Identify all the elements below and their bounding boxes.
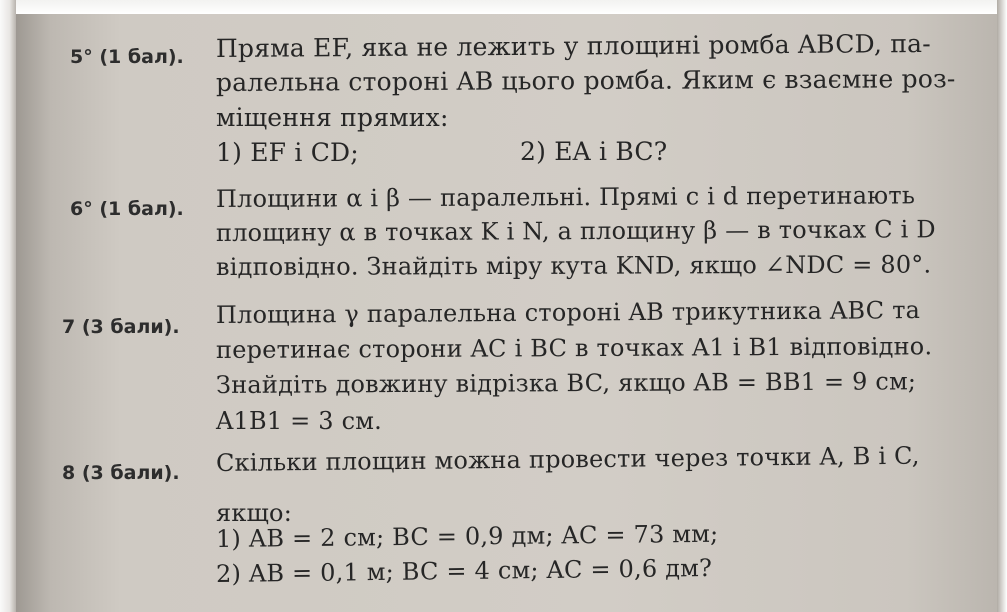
task-8-label: 8 (3 бали). bbox=[62, 462, 180, 484]
task-5-label: 5° (1 бал). bbox=[70, 46, 184, 68]
task-5-option-1: 1) EF і CD; bbox=[216, 138, 359, 167]
screen-right-edge bbox=[997, 0, 1007, 612]
task-5-option-2: 2) EA і BC? bbox=[520, 137, 668, 166]
task-8-option-2: 2) AB = 0,1 м; BC = 4 см; AC = 0,6 дм? bbox=[215, 553, 713, 588]
task-6-line-2: площину α в точках K і N, а площину β — в точках C і D bbox=[215, 215, 936, 247]
task-7-line-1: Площина γ паралельна стороні AB трикутника ABC та bbox=[215, 296, 921, 329]
task-5-line-3: міщення прямих: bbox=[216, 103, 449, 132]
task-7-label: 7 (3 бали). bbox=[62, 316, 180, 338]
task-8-line-2: якщо: bbox=[216, 499, 292, 527]
task-7-line-2: перетинає сторони AC і BC в точках A1 і B1 відповідно. bbox=[215, 332, 933, 364]
task-6-label: 6° (1 бал). bbox=[70, 198, 184, 220]
task-8-line-1: Скільки площин можна провести через точки A, B і C, bbox=[215, 441, 920, 477]
screen-top-edge bbox=[0, 0, 1007, 14]
task-7-line-3: Знайдіть довжину відрізка BC, якщо AB = BB1 = 9 см; bbox=[215, 367, 917, 399]
task-5-line-1: Пряма EF, яка не лежить у площині ромба ABCD, па- bbox=[215, 29, 931, 63]
task-6-line-3: відповідно. Знайдіть міру кута KND, якщо ∠NDC = 80°. bbox=[215, 250, 932, 281]
task-5-line-2: ралельна стороні AB цього ромба. Яким є взаємне роз- bbox=[215, 64, 956, 97]
task-6-line-1: Площини α і β — паралельні. Прямі c і d перетинають bbox=[215, 181, 916, 213]
screen-left-edge bbox=[0, 0, 16, 612]
task-7-line-4: A1B1 = 3 см. bbox=[216, 407, 382, 435]
task-8-option-1: 1) AB = 2 см; BC = 0,9 дм; AC = 73 мм; bbox=[215, 519, 719, 553]
